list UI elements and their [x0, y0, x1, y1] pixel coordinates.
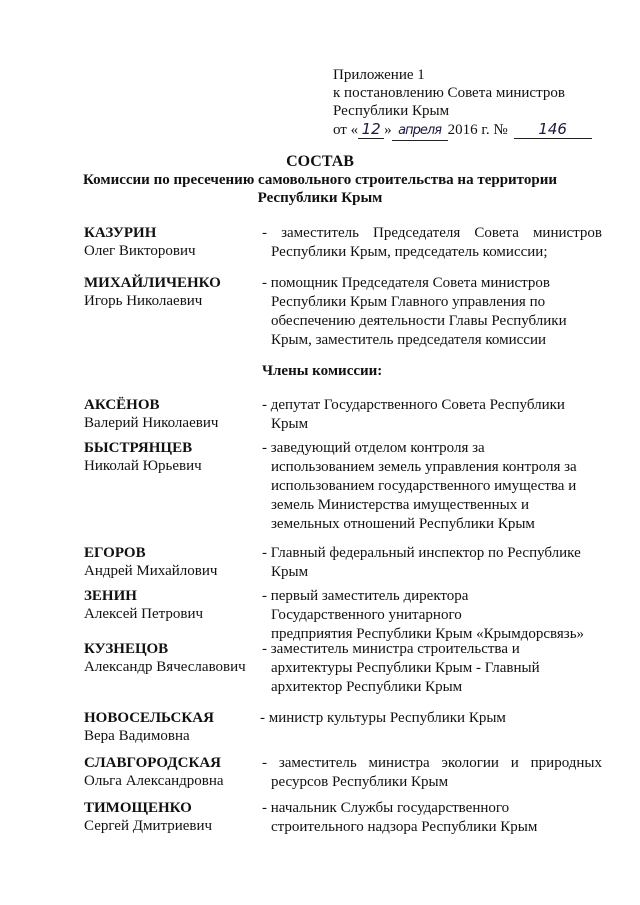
- position-text: [262, 799, 602, 837]
- position-text: [262, 544, 602, 582]
- position-line: земельных отношений Республики Крым: [271, 516, 535, 532]
- surname: НОВОСЕЛЬСКАЯ: [84, 710, 214, 726]
- surname: ЕГОРОВ: [84, 545, 146, 561]
- position-text: [262, 640, 602, 697]
- handwritten-number: 146: [514, 120, 592, 139]
- position-line: Государственного унитарного: [271, 607, 462, 623]
- surname: МИХАЙЛИЧЕНКО: [84, 275, 221, 291]
- position-line: Крым: [271, 564, 309, 580]
- position-line: Крым: [271, 416, 309, 432]
- person-name: [84, 544, 259, 580]
- position-text: [262, 439, 602, 534]
- title-republic: Республики Крым: [257, 190, 383, 206]
- surname: КАЗУРИН: [84, 225, 157, 241]
- surname: СЛАВГОРОДСКАЯ: [84, 755, 221, 771]
- given-names: Вера Вадимовна: [84, 728, 190, 744]
- person-name: [84, 439, 259, 475]
- person-name: [84, 709, 259, 745]
- position-text: [262, 224, 602, 262]
- surname: АКСЁНОВ: [84, 397, 160, 413]
- position-text: [262, 754, 602, 792]
- person-name: [84, 396, 259, 432]
- position-text: [262, 587, 602, 644]
- surname: КУЗНЕЦОВ: [84, 641, 169, 657]
- position-line: - депутат Государственного Совета Республики: [262, 397, 565, 413]
- position-line: - помощник Председателя Совета министров: [262, 275, 550, 291]
- handwritten-day: 12: [358, 120, 384, 139]
- position-line: использованием земель управления контроля за: [271, 459, 577, 475]
- position-line: ресурсов Республики Крым: [271, 774, 449, 790]
- surname: БЫСТРЯНЦЕВ: [84, 440, 193, 456]
- date-prefix: от «: [333, 122, 359, 138]
- given-names: Игорь Николаевич: [84, 293, 203, 309]
- person-name: [84, 640, 259, 676]
- position-text: [262, 396, 602, 434]
- person-name: [84, 799, 259, 835]
- position-line: - заместитель министра строительства и: [262, 641, 520, 657]
- person-name: [84, 754, 259, 790]
- position-line: - начальник Службы государственного: [262, 800, 510, 816]
- position-text: [262, 274, 602, 350]
- given-names: Александр Вячеславович: [84, 659, 246, 675]
- surname: ТИМОЩЕНКО: [84, 800, 192, 816]
- person-name: [84, 274, 259, 310]
- position-line: - министр культуры Республики Крым: [260, 710, 506, 726]
- position-line: - заместитель министра экологии и природных: [262, 755, 602, 771]
- position-line: - заместитель Председателя Совета министров: [262, 225, 602, 241]
- given-names: Алексей Петрович: [84, 606, 204, 622]
- position-line: обеспечению деятельности Главы Республики: [271, 313, 567, 329]
- position-line: предприятия Республики Крым «Крымдорсвязь»: [271, 626, 585, 642]
- position-text: [260, 709, 600, 728]
- surname: ЗЕНИН: [84, 588, 137, 604]
- members-heading: Члены комиссии:: [262, 363, 383, 379]
- position-line: архитектор Республики Крым: [271, 679, 463, 695]
- position-line: земель Министерства имущественных и: [271, 497, 529, 513]
- given-names: Николай Юрьевич: [84, 458, 202, 474]
- given-names: Андрей Михайлович: [84, 563, 218, 579]
- position-line: - первый заместитель директора: [262, 588, 469, 604]
- given-names: Олег Викторович: [84, 243, 196, 259]
- handwritten-month: апреля: [392, 122, 448, 141]
- resolution-ref: к постановлению Совета министров: [333, 85, 565, 101]
- position-line: архитектуры Республики Крым - Главный: [271, 660, 540, 676]
- given-names: Валерий Николаевич: [84, 415, 219, 431]
- position-line: - заведующий отделом контроля за: [262, 440, 485, 456]
- position-line: - Главный федеральный инспектор по Республике: [262, 545, 581, 561]
- person-name: [84, 587, 259, 623]
- title-main: СОСТАВ: [286, 153, 354, 170]
- republic-line: Республики Крым: [333, 103, 450, 119]
- date-quote-close: »: [384, 122, 392, 138]
- position-line: Республики Крым Главного управления по: [271, 294, 546, 310]
- position-line: строительного надзора Республики Крым: [271, 819, 538, 835]
- date-year-label: 2016 г. №: [447, 122, 508, 138]
- position-line: использованием государственного имущества и: [271, 478, 577, 494]
- given-names: Ольга Александровна: [84, 773, 224, 789]
- position-line: Республики Крым, председатель комиссии;: [271, 244, 548, 260]
- appendix-label: Приложение 1: [333, 67, 425, 83]
- given-names: Сергей Дмитриевич: [84, 818, 213, 834]
- person-name: [84, 224, 259, 260]
- position-line: Крым, заместитель председателя комиссии: [271, 332, 547, 348]
- title-commission: Комиссии по пресечению самовольного строительства на территории: [83, 172, 557, 188]
